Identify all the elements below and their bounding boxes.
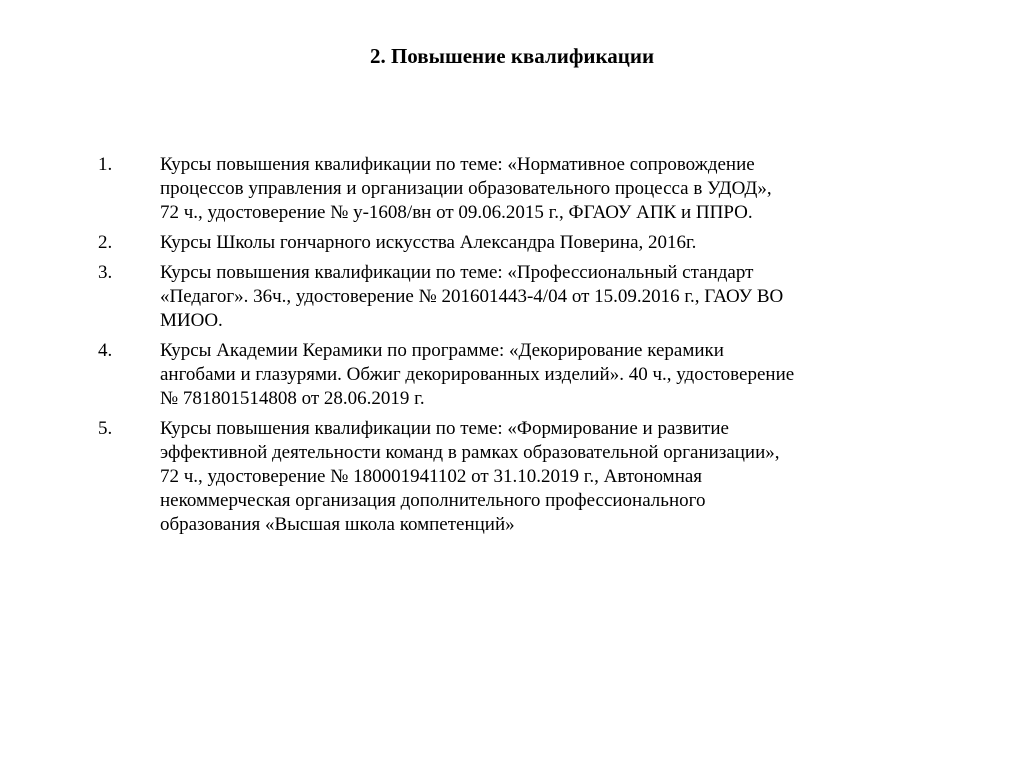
- item-line: 72 ч., удостоверение № у-1608/вн от 09.06.2015 г., ФГАОУ АПК и ППРО.: [160, 202, 753, 223]
- item-number: 3.: [98, 262, 113, 283]
- qualification-list: [98, 153, 938, 543]
- item-line: «Педагог». 36ч., удостоверение № 201601443-4/04 от 15.09.2016 г., ГАОУ ВО: [160, 286, 784, 307]
- item-line: эффективной деятельности команд в рамках образовательной организации»,: [160, 442, 780, 463]
- item-line: Курсы повышения квалификации по теме: «Формирование и развитие: [160, 418, 729, 439]
- item-line: Курсы Школы гончарного искусства Александра Поверина, 2016г.: [160, 232, 697, 253]
- item-line: № 781801514808 от 28.06.2019 г.: [160, 388, 425, 409]
- item-line: ангобами и глазурями. Обжиг декорированных изделий». 40 ч., удостоверение: [160, 364, 795, 385]
- list-item: [98, 231, 938, 255]
- item-number: 4.: [98, 340, 113, 361]
- list-item: [98, 417, 938, 537]
- item-number: 5.: [98, 418, 113, 439]
- list-item: [98, 339, 938, 411]
- item-text: [160, 153, 938, 225]
- item-text: [160, 261, 938, 333]
- item-line: Курсы повышения квалификации по теме: «Нормативное сопровождение: [160, 154, 755, 175]
- item-line: Курсы Академии Керамики по программе: «Декорирование керамики: [160, 340, 724, 361]
- item-text: [160, 231, 938, 255]
- item-text: [160, 339, 938, 411]
- item-number: 1.: [98, 154, 113, 175]
- page-title: 2. Повышение квалификации: [369, 44, 655, 68]
- item-number: 2.: [98, 232, 113, 253]
- item-text: [160, 417, 938, 537]
- list-item: [98, 261, 938, 333]
- item-line: МИОО.: [160, 310, 223, 331]
- item-line: Курсы повышения квалификации по теме: «Профессиональный стандарт: [160, 262, 754, 283]
- list-item: [98, 153, 938, 225]
- item-line: образования «Высшая школа компетенций»: [160, 514, 515, 535]
- item-line: процессов управления и организации образовательного процесса в УДОД»,: [160, 178, 772, 199]
- item-line: некоммерческая организация дополнительного профессионального: [160, 490, 706, 511]
- item-line: 72 ч., удостоверение № 180001941102 от 31.10.2019 г., Автономная: [160, 466, 703, 487]
